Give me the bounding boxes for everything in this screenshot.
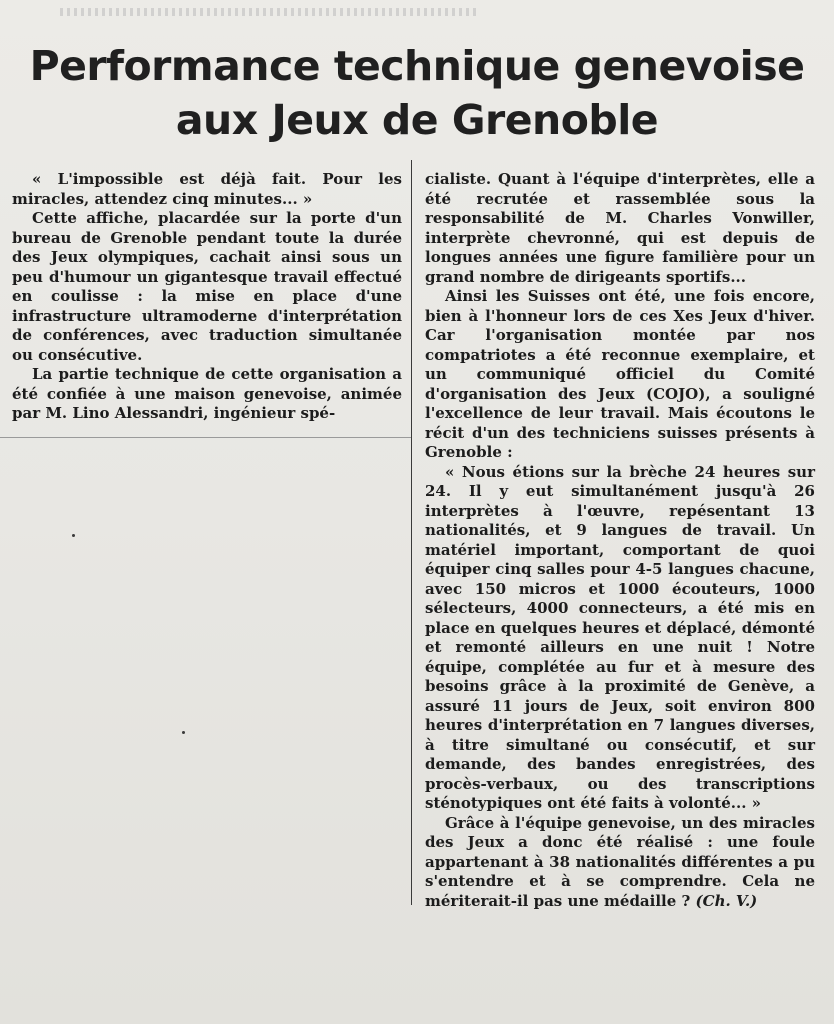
left-column-bottom-rule [0,437,412,438]
paragraph-closing [425,814,815,912]
article-column-right [425,170,815,911]
headline-line-2: aux Jeux de Grenoble [175,96,659,144]
article-column-left [12,170,402,424]
paragraph: La partie technique de cette organisation a été confiée à une maison genevoise, animée par M. Lino Alessandri, ingénieur spé- [12,365,402,422]
paragraph: Cette affiche, placardée sur la porte d'un bureau de Grenoble pendant toute la durée des Jeux olympiques, cachait ainsi sous un peu d'humour un gigantesque travail effectué en coulisse : la mise en place d'une infrastructure ultramoderne d'interprétation de conférences, avec traduction simultanée ou consécutive. [12,209,402,364]
paper-speck [182,731,185,734]
author-signature: (Ch. V.) [695,891,758,910]
headline-line-1: Performance technique genevoise [29,42,805,90]
column-divider [411,160,412,905]
paragraph: Ainsi les Suisses ont été, une fois encore, bien à l'honneur lors de ces Xes Jeux d'hiver. Car l'organisation montée par nos compatriotes a été reconnue exemplaire, et un communiqué officiel du Comité d'organisation des Jeux (COJO), a souligné l'excellence de leur travail. Mais écoutons le récit d'un des techniciens suisses présents à Grenoble : [425,287,815,461]
paragraph-quote-intro: « L'impossible est déjà fait. Pour les miracles, attendez cinq minutes... » [12,170,402,208]
paper-speck [72,534,75,537]
paragraph-quote: « Nous étions sur la brèche 24 heures sur 24. Il y eut simultanément jusqu'à 26 interprètes à l'œuvre, repésentant 13 nationalités, et 9 langues de travail. Un matériel important, comportant de quoi équiper cinq salles pour 4-5 langues chacune, avec 150 micros et 1000 écouteurs, 1000 sélecteurs, 4000 connecteurs, a été mis en place en quelques heures et déplacé, démonté et remonté ailleurs en une nuit ! Notre équipe, complétée au fur et à mesure des besoins grâce à la proximité de Genève, a assuré 11 jours de Jeux, soit environ 800 heures d'interprétation en 7 langues diverses, à titre simultané ou consécutif, et sur demande, des bandes enregistrées, des procès-verbaux, ou des transcriptions sténotypiques ont été faits à volonté... » [425,462,815,812]
closing-text: Grâce à l'équipe genevoise, un des miracles des Jeux a donc été réalisé : une foule appartenant à 38 nationalités différentes a pu s'entendre et à se comprendre. Cela ne mériterait-il pas une médaille ? [425,813,815,910]
article-header [0,0,834,160]
paragraph-continued: cialiste. Quant à l'équipe d'interprètes, elle a été recrutée et rassemblée sous la responsabilité de M. Charles Vonwiller, interprète chevronné, qui est depuis de longues années une figure familière pour un grand nombre de dirigeants sportifs... [425,170,815,286]
